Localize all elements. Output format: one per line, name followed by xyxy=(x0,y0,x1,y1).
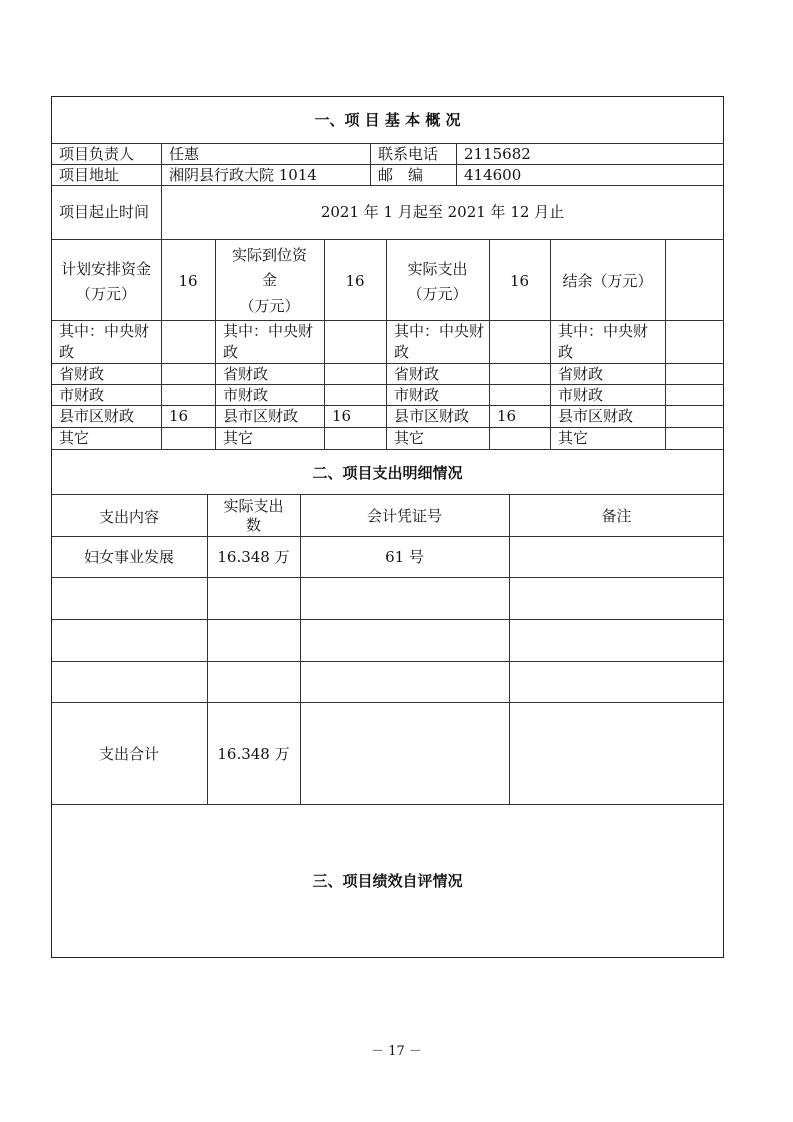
rule xyxy=(509,494,510,804)
section2-title: 二、项目支出明细情况 xyxy=(312,464,463,482)
balance-label: 结余（万元） xyxy=(562,272,653,290)
total-label: 支出合计 xyxy=(98,745,159,763)
central-label-a2: 政 xyxy=(59,343,75,361)
provincial-label-b: 省财政 xyxy=(223,365,269,383)
received-funds-label-2: 金 xyxy=(261,271,277,289)
row1-content: 妇女事业发展 xyxy=(83,548,174,566)
spent-funds-label: 实际支出 xyxy=(407,260,468,278)
rule xyxy=(51,536,724,537)
provincial-label-c: 省财政 xyxy=(394,365,440,383)
rule xyxy=(665,239,666,449)
central-label-b: 其中：中央财 xyxy=(223,322,314,340)
planned-funds-value: 16 xyxy=(178,272,198,290)
received-funds-label: 实际到位资 xyxy=(231,246,307,264)
other-label-b: 其它 xyxy=(223,429,254,447)
other-label-c: 其它 xyxy=(394,429,425,447)
rule xyxy=(51,427,724,428)
header-actual-2: 数 xyxy=(245,516,261,534)
rule xyxy=(51,363,724,364)
rule xyxy=(370,143,371,185)
header-actual: 实际支出 xyxy=(223,497,284,515)
rule xyxy=(51,619,724,620)
county-label-b: 县市区财政 xyxy=(223,407,299,425)
rule xyxy=(51,804,724,805)
city-label-d: 市财政 xyxy=(558,386,604,404)
leader-label: 项目负责人 xyxy=(59,145,135,163)
county-received-value: 16 xyxy=(332,407,352,425)
row1-voucher: 61 号 xyxy=(385,548,424,566)
city-label-a: 市财政 xyxy=(59,386,105,404)
leader-value: 任惠 xyxy=(169,145,200,163)
section1-title: 一、项 目 基 本 概 况 xyxy=(314,111,461,129)
central-label-c: 其中：中央财 xyxy=(394,322,485,340)
received-funds-unit: （万元） xyxy=(239,297,300,315)
rule xyxy=(51,577,724,578)
planned-funds-unit: （万元） xyxy=(75,285,136,303)
total-value: 16.348 万 xyxy=(217,745,290,763)
rule xyxy=(51,494,724,495)
county-label-a: 县市区财政 xyxy=(59,407,135,425)
period-value: 2021 年 1 月起至 2021 年 12 月止 xyxy=(320,203,565,221)
other-label-d: 其它 xyxy=(558,429,589,447)
central-label-a: 其中：中央财 xyxy=(59,322,150,340)
other-label-a: 其它 xyxy=(59,429,90,447)
county-planned-value: 16 xyxy=(169,407,189,425)
central-label-b2: 政 xyxy=(223,343,239,361)
received-funds-value: 16 xyxy=(345,272,365,290)
header-voucher: 会计凭证号 xyxy=(366,507,442,525)
row1-actual: 16.348 万 xyxy=(217,548,290,566)
phone-value: 2115682 xyxy=(464,145,531,163)
period-label: 项目起止时间 xyxy=(59,203,150,221)
page-number: － 17 － xyxy=(371,1044,422,1059)
county-label-d: 县市区财政 xyxy=(558,407,634,425)
section3-title: 三、项目绩效自评情况 xyxy=(312,872,463,890)
rule xyxy=(51,185,724,186)
provincial-label-a: 省财政 xyxy=(59,365,105,383)
rule xyxy=(51,702,724,703)
central-label-d2: 政 xyxy=(558,343,574,361)
rule xyxy=(51,384,724,385)
rule xyxy=(51,239,724,240)
postcode-label: 邮 编 xyxy=(378,166,424,184)
postcode-value: 414600 xyxy=(464,166,522,184)
city-label-c: 市财政 xyxy=(394,386,440,404)
spent-funds-unit: （万元） xyxy=(407,285,468,303)
central-label-c2: 政 xyxy=(394,343,410,361)
rule xyxy=(456,143,457,185)
rule xyxy=(300,494,301,804)
address-label: 项目地址 xyxy=(59,166,120,184)
rule xyxy=(161,143,162,449)
provincial-label-d: 省财政 xyxy=(558,365,604,383)
central-label-d: 其中：中央财 xyxy=(558,322,649,340)
city-label-b: 市财政 xyxy=(223,386,269,404)
address-value: 湘阴县行政大院 1014 xyxy=(169,166,317,184)
phone-label: 联系电话 xyxy=(378,145,439,163)
county-label-c: 县市区财政 xyxy=(394,407,470,425)
header-content: 支出内容 xyxy=(98,508,159,526)
planned-funds-label: 计划安排资金 xyxy=(60,260,151,278)
spent-funds-value: 16 xyxy=(509,272,530,290)
rule xyxy=(51,449,724,450)
county-spent-value: 16 xyxy=(497,407,517,425)
rule xyxy=(51,661,724,662)
header-remark: 备注 xyxy=(601,507,632,525)
